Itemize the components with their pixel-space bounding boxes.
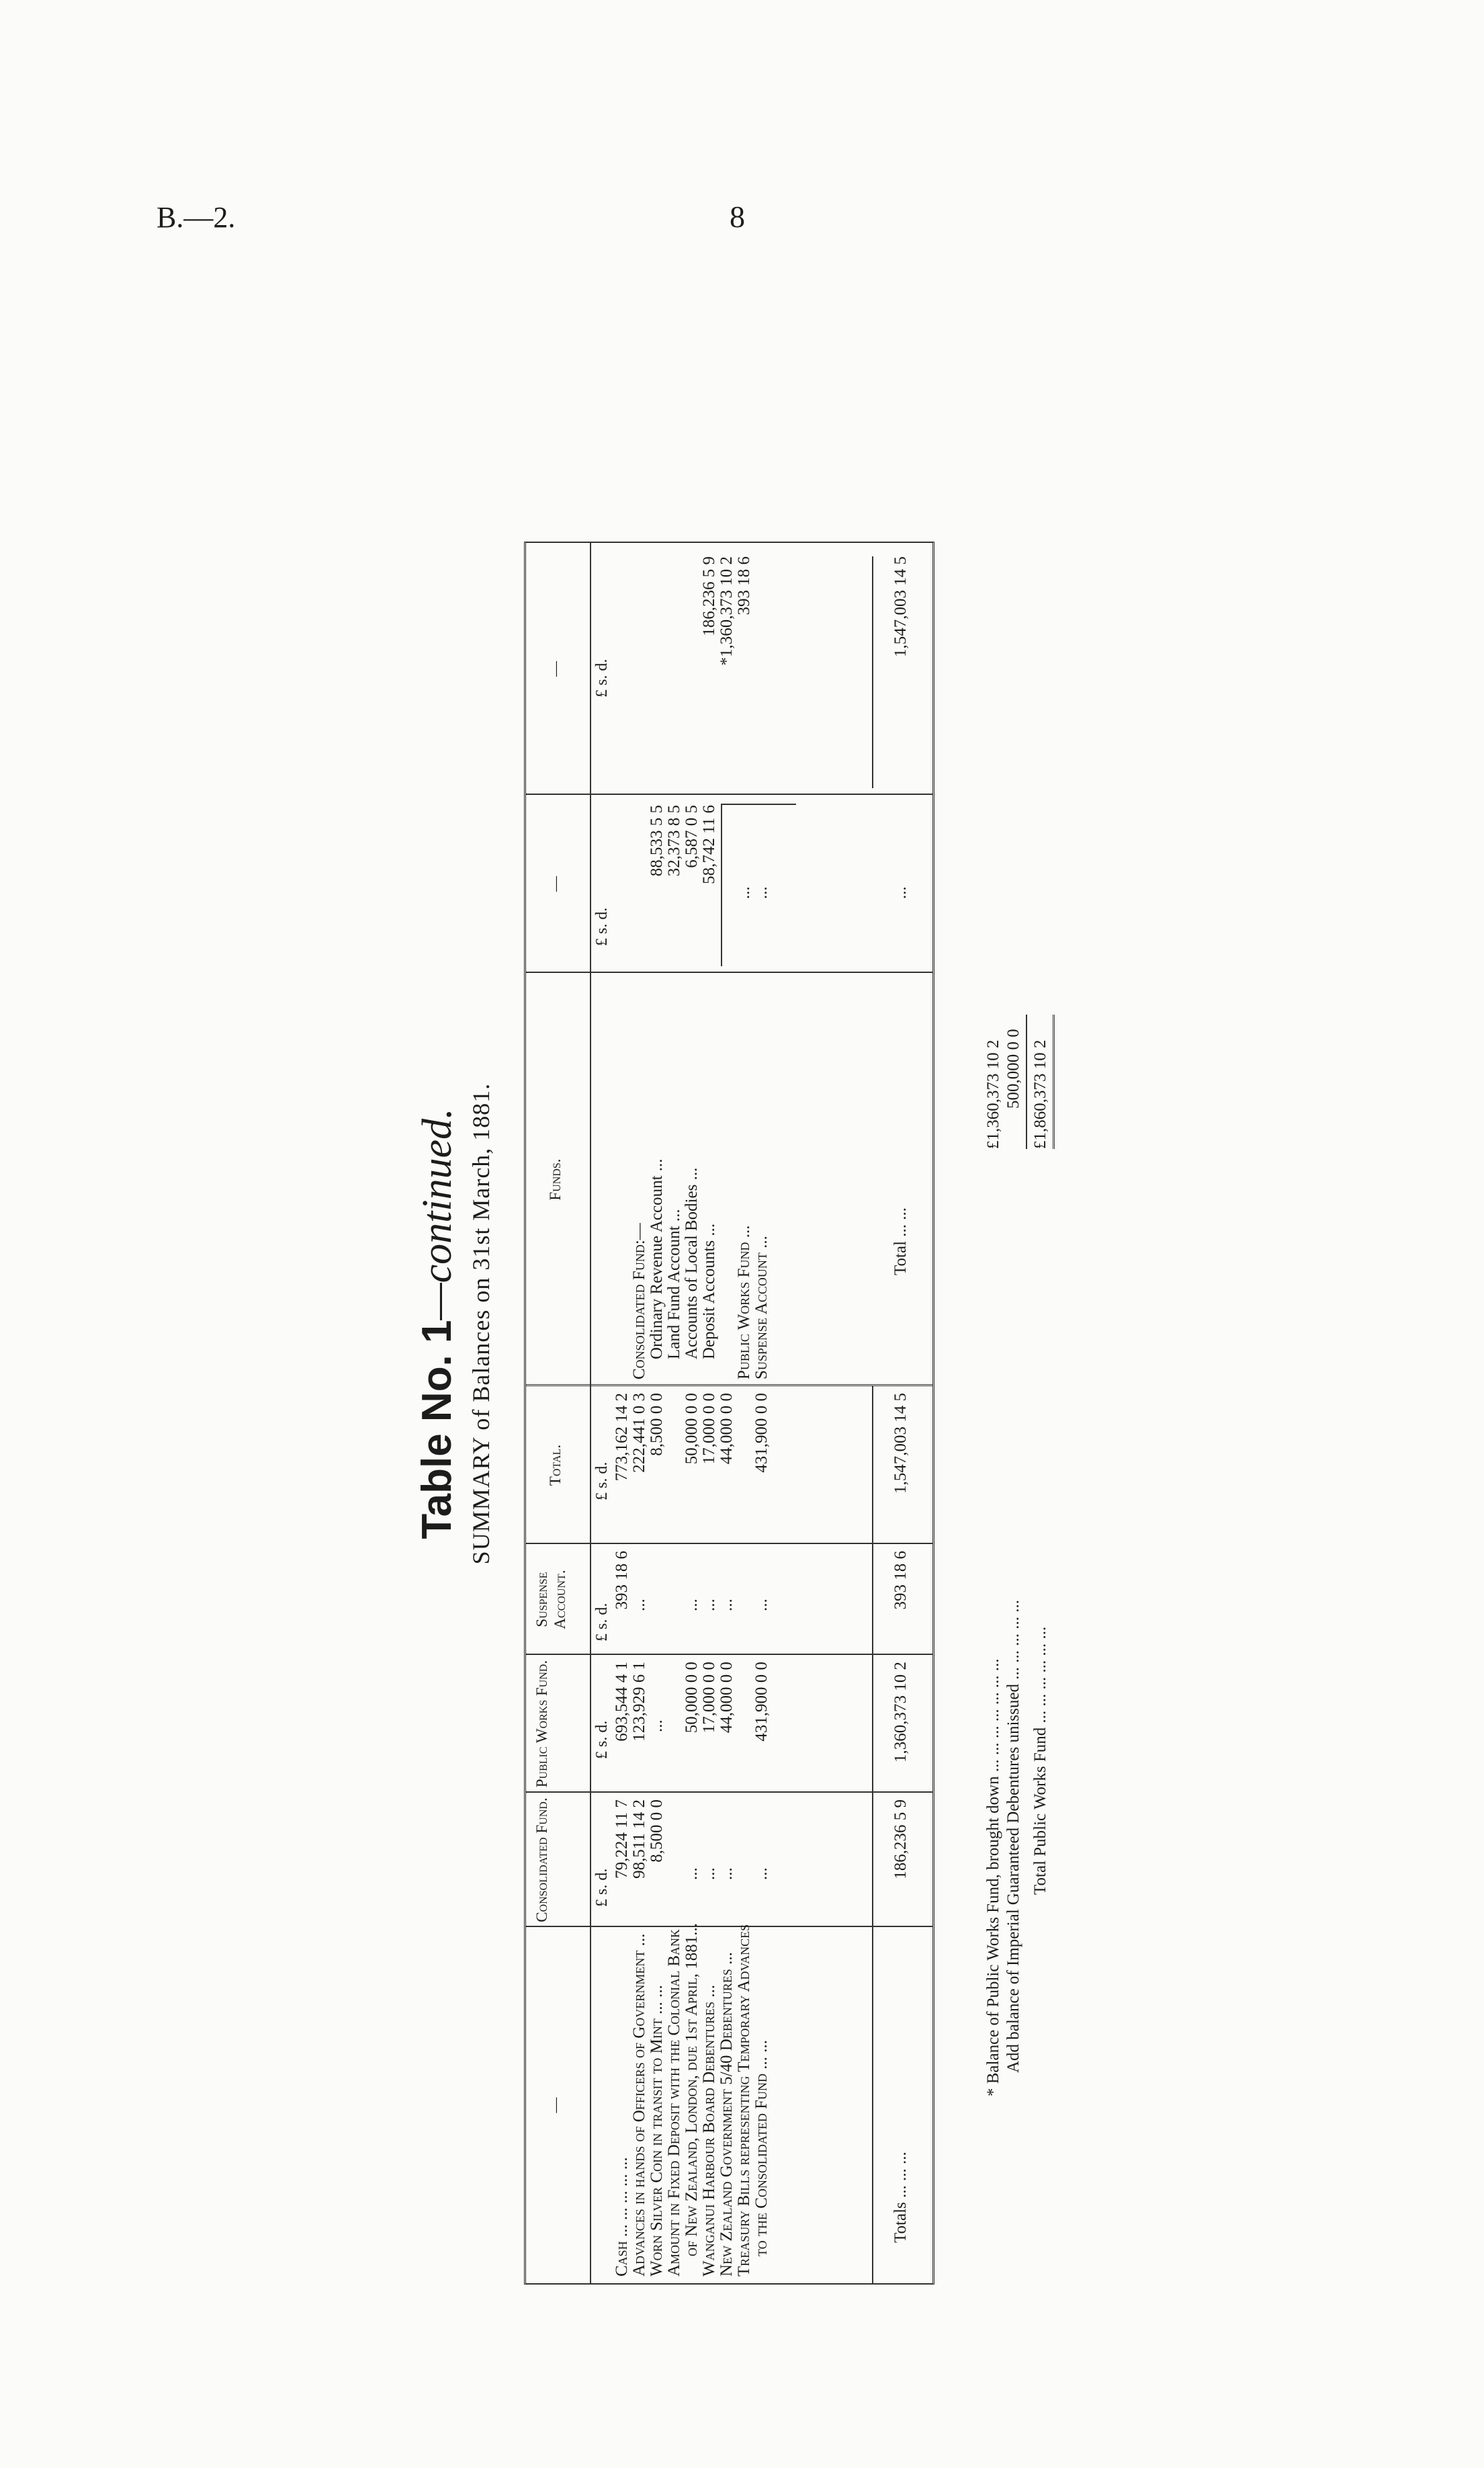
table-row: Treasury Bills representing Temporary Advances [735,1924,753,2276]
footnote-line-1: * Balance of Public Works Fund, brought down ... ... ... ... ... ... ... [984,1658,1002,2096]
table-row: Advances in hands of Officers of Government ... [630,1933,648,2276]
funds-row: Ordinary Revenue Account ... [648,1158,666,1359]
funds-cell-a: 32,373 8 5 [665,805,683,877]
table-row: Worn Silver Coin in transit to Mint ... ... [648,1985,666,2276]
funds-total-label: Total ... ... [891,1207,910,1275]
cell-cf: 8,500 0 0 [648,1799,666,1863]
document-code: B.—2. [157,201,236,234]
funds-cell-b: 186,236 5 9 [700,556,718,636]
header-funds: Funds. [547,1158,564,1201]
funds-cell-a: 6,587 0 5 [683,805,701,868]
funds-cell-a: 88,533 5 5 [648,805,666,877]
cell-sa: ... [752,1599,771,1611]
totals-total: 1,547,003 14 5 [891,1393,910,1494]
footnote-value-3: £1,860,373 10 2 [1031,1039,1049,1149]
funds-cell-b: 393 18 6 [735,556,753,615]
cell-pwf: 431,900 0 0 [752,1662,771,1742]
totals-pwf: 1,360,373 10 2 [891,1662,910,1762]
footnote-value-2: 500,000 0 0 [1004,1029,1022,1109]
cell-cf: ... [683,1867,701,1880]
header-public-works-fund: Public Works Fund. [533,1660,550,1788]
table-subtitle: SUMMARY of Balances on 31st March, 1881. [468,1082,494,1565]
cell-cf: ... [717,1867,736,1880]
table-row: to the Consolidated Fund ... ... [752,2040,771,2256]
cell-pwf: ... [648,1719,666,1732]
cell-sa: ... [717,1599,736,1611]
rotated-page [413,269,1139,2379]
cell-total: 17,000 0 0 [700,1393,718,1465]
funds-row: Consolidated Fund:— [630,1223,648,1379]
cell-pwf: 50,000 0 0 [683,1662,701,1734]
lsd-funds-b: £ s. d. [593,658,611,697]
cell-cf: 98,511 14 2 [630,1799,648,1879]
cell-sa: ... [683,1599,701,1611]
footnote-value-1: £1,360,373 10 2 [984,1039,1002,1149]
funds-row: Suspense Account ... [752,1236,771,1379]
funds-row: Public Works Fund ... [735,1225,753,1379]
title-block [413,269,495,2379]
funds-total-a: ... [891,886,910,899]
cell-cf: 79,224 11 7 [613,1799,631,1879]
funds-row: Deposit Accounts ... [700,1223,718,1359]
cell-total: 44,000 0 0 [717,1393,736,1465]
footnote-line-3: Total Public Works Fund ... ... ... ... ... ... [1031,1626,1049,1895]
header-total: Total. [547,1444,564,1486]
totals-cf: 186,236 5 9 [891,1799,910,1879]
funds-cell-a: 58,742 11 6 [700,805,718,884]
cell-cf: ... [752,1867,771,1880]
cell-pwf: 17,000 0 0 [700,1662,718,1734]
table-row: New Zealand Government 5/40 Debentures ... [717,1952,736,2276]
table-row: of New Zealand, London, due 1st April, 1881... [683,1922,701,2256]
funds-row: Accounts of Local Bodies ... [683,1167,701,1359]
header-dash-1: — [547,876,564,892]
table-title [413,269,462,2379]
funds-row: Land Fund Account ... [665,1209,683,1359]
cell-pwf: 123,929 6 1 [630,1662,648,1742]
table-title-continued: —continued. [414,1108,460,1320]
lsd-funds-a: £ s. d. [593,907,611,946]
funds-cell-b: *1,360,373 10 2 [717,556,736,666]
lsd-cf: £ s. d. [593,1868,611,1907]
footnote-line-2: Add balance of Imperial Guaranteed Debentures unissued ... ... ... ... ... [1004,1600,1022,2073]
table-row: Amount in Fixed Deposit with the Colonial Bank [665,1928,683,2276]
cell-total: 8,500 0 0 [648,1393,666,1456]
table-row: Wanganui Harbour Board Debentures ... [700,1984,718,2276]
cell-sa: ... [700,1599,718,1611]
balances-table [524,542,934,2285]
header-suspense-account: Suspense Account. [533,1570,568,1629]
cell-total: 50,000 0 0 [683,1393,701,1465]
funds-cell-a: ... [735,886,753,899]
cell-sa: ... [630,1599,648,1611]
cell-pwf: 44,000 0 0 [717,1662,736,1734]
lsd-sa: £ s. d. [593,1603,611,1642]
header-consolidated-fund: Consolidated Fund. [533,1797,550,1922]
lsd-pwf: £ s. d. [593,1720,611,1759]
header-description: — [547,2097,564,2113]
cell-total: 431,900 0 0 [752,1393,771,1473]
lsd-total: £ s. d. [593,1461,611,1500]
cell-pwf: 693,544 4 1 [613,1662,631,1742]
funds-total-b: 1,547,003 14 5 [891,556,910,657]
page-number: 8 [730,200,745,234]
table-row: Cash ... ... ... ... ... [613,2157,631,2276]
cell-total: 222,441 0 3 [630,1393,648,1473]
cell-total: 773,162 14 2 [613,1393,631,1482]
table-title-main: Table No. 1 [414,1320,460,1539]
totals-label: Totals ... ... ... [891,2152,910,2243]
cell-sa: 393 18 6 [613,1551,631,1610]
header-dash-2: — [547,661,564,677]
cell-cf: ... [700,1867,718,1880]
funds-cell-a: ... [752,886,771,899]
totals-sa: 393 18 6 [891,1551,910,1610]
